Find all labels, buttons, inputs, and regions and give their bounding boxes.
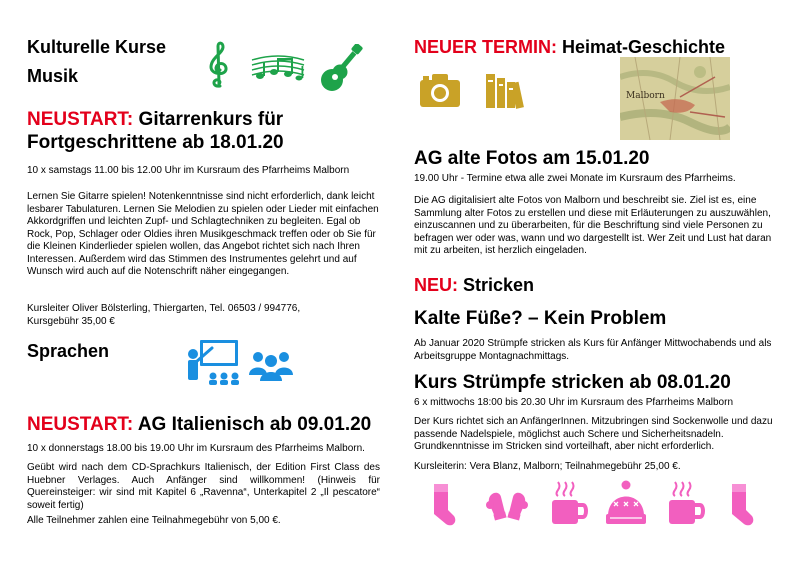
italian-course-schedule: 10 x donnerstags 18.00 bis 19.00 Uhr im Kursraum des Pfarrheims Malborn.	[27, 443, 365, 454]
sock-icon	[426, 482, 458, 530]
guitar-course-title	[27, 108, 284, 154]
history-title	[414, 36, 725, 58]
mittens-icon	[485, 483, 529, 523]
hot-mug-icon	[548, 480, 588, 526]
section-heading-music: Musik	[27, 66, 79, 86]
books-icon	[485, 72, 527, 110]
knitting-course-instructor: Kursleiterin: Vera Blanz, Malborn; Teilnahmegebühr 25,00 €.	[414, 461, 681, 472]
guitar-course-title-rest: Gitarrenkurs für	[133, 109, 284, 130]
guitar-course-instructor	[27, 303, 397, 328]
italian-course-title	[27, 413, 371, 436]
guitar-course-prefix: NEUSTART:	[27, 109, 134, 130]
knitting-heading-rest: Stricken	[458, 275, 535, 295]
knitting-course-schedule: 6 x mittwochs 18:00 bis 20.30 Uhr im Kursraum des Pfarrheims Malborn	[414, 397, 734, 408]
music-notes-icon	[250, 50, 306, 86]
history-prefix: NEUER TERMIN:	[414, 37, 557, 57]
camera-icon	[419, 72, 461, 108]
knitting-subtitle: Kalte Füße? – Kein Problem	[414, 308, 667, 329]
knitting-course-description: Der Kurs richtet sich an AnfängerInnen. Mitzubringen sind Sockenwolle und dazu passende Nadelspiele, möglichst auch Schere und Sicherheitsnadeln. Grundkenntnisse im Stricken sind vorteilhaft, aber nicht erforderlich.	[414, 416, 773, 452]
guitar-fee-text: Kursgebühr 35,00 €	[27, 315, 115, 327]
photos-schedule: 19.00 Uhr - Termine etwa alle zwei Monate im Kursraum des Pfarrheims.	[414, 173, 736, 184]
italian-course-fee: Alle Teilnehmer zahlen eine Teilnahmegebühr von 5,00 €.	[27, 515, 281, 526]
italian-course-title-rest: AG Italienisch ab 09.01.20	[133, 414, 372, 435]
knitting-heading	[414, 274, 534, 296]
photos-description: Die AG digitalisiert alte Fotos von Malborn und beschreibt sie. Ziel ist es, eine Sammlung alter Fotos zu erstellen und diese mit Erläuterungen zu auszuwählen, einzuscannen und zu überarbeiten, für die Beschriftung sind viele Personen zu befragen wer oder was, wann und wo dargestellt ist. Wer Zeit und Lust hat daran mit zu arbeiten, ist herzlich eingeladen.	[414, 195, 772, 256]
guitar-course-description: Lernen Sie Gitarre spielen! Notenkenntnisse sind nicht erforderlich, dank leicht lesbarer Tabulaturen. Lernen Sie Melodien zu spielen oder Lieder mit einfachen Akkordgriffen und leichten Zupf- und Schlagtechniken zu begleiten. Egal ob Rock, Pop, Schlager oder Oldies ihren Musikgeschmack treffen oder ob Sie für die Kleinen Kinderlieder spielen wollen, das Angebot richtet sich nach Ihren Interessen. Außerdem wird das Stimmen des Instrumentes gelehrt und auf Wunsch wird auch auf die Notenschrift näher eingegangen.	[27, 191, 379, 277]
guitar-instructor-text: Kursleiter Oliver Bölsterling, Thiergarten, Tel. 06503 / 994776,	[27, 303, 301, 314]
section-heading-languages: Sprachen	[27, 341, 110, 361]
italian-course-description: Geübt wird nach dem CD-Sprachkurs Italienisch, der Edition First Class des Huebner Verlages. Auch Anfänger sind willkommen! (Hinweis für Quereinsteiger: wir sind mit Kapitel 6 „Ravenna“, Unterkapitel 2 „Il pescatore“ soweit fertig)	[27, 462, 380, 511]
knitting-prefix: NEU:	[414, 275, 458, 295]
italian-course-prefix: NEUSTART:	[27, 414, 134, 435]
teacher-icon	[186, 338, 240, 386]
knitting-intro: Ab Januar 2020 Strümpfe stricken als Kurs für Anfänger Mittwochabends und als Arbeitsgruppe Montagnachmittags.	[414, 338, 772, 362]
photos-title: AG alte Fotos am 15.01.20	[414, 148, 650, 169]
section-heading-culture: Kulturelle Kurse	[27, 37, 167, 57]
malborn-historic-map	[620, 57, 730, 140]
group-icon	[247, 349, 295, 381]
map-place-label: Malborn	[626, 91, 665, 101]
guitar-course-title-line2: Fortgeschrittene ab 18.01.20	[27, 132, 284, 153]
beanie-icon	[604, 480, 648, 526]
sock-icon	[724, 482, 756, 530]
guitar-icon	[320, 44, 364, 94]
history-title-rest: Heimat-Geschichte	[557, 37, 726, 57]
knitting-course-title: Kurs Strümpfe stricken ab 08.01.20	[414, 372, 731, 393]
guitar-course-schedule: 10 x samstags 11.00 bis 12.00 Uhr im Kursraum des Pfarrheims Malborn	[27, 165, 350, 176]
treble-clef-icon	[205, 40, 233, 90]
hot-mug-icon	[665, 480, 705, 526]
